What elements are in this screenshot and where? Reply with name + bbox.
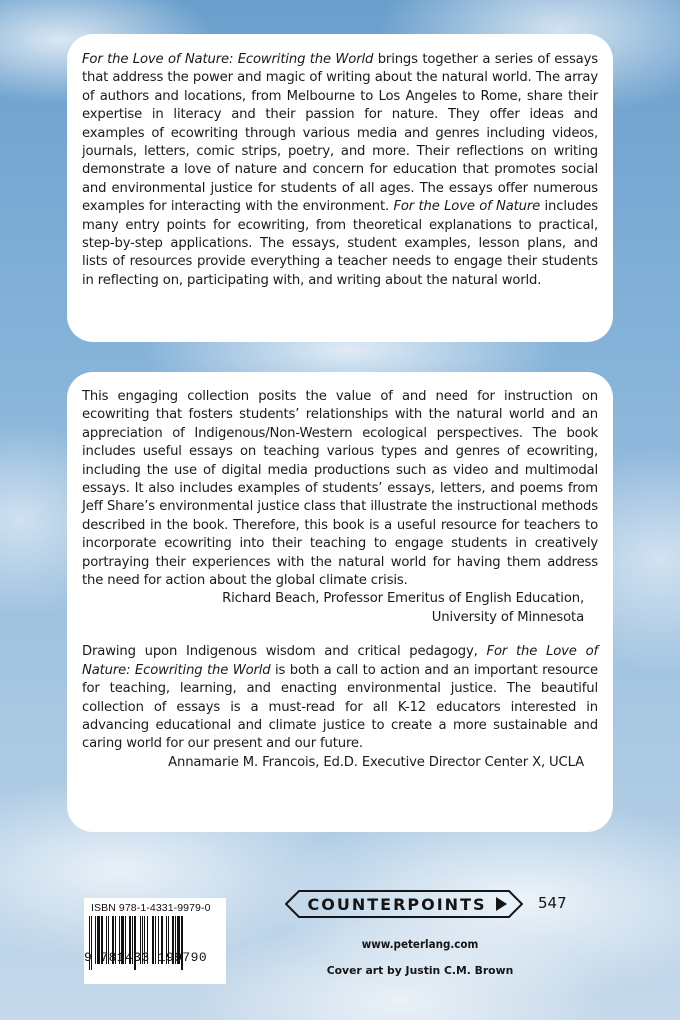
book-short-title: For the Love of Nature [393,199,541,215]
description-part-2: includes many entry points for ecowriting, from theoretical explanations to practical, step-by-step applications. The essays, student examples, lesson plans, and lists of resources provide everything a teacher needs to engage their students in reflecting on, participating with, and writing about the natural world. [82,199,598,288]
endorsement-francois-part-2: is both a call to action and an important resource for teaching, learning, and enacting environmental justice. The beautiful collection of essays is a must-read for all K-12 educators interested in advancing educational and climate justice to create a more sustainable and caring world for our present and our future. [82,662,598,752]
isbn-label: ISBN 978-1-4331-9979-0 [91,902,211,914]
endorsement-francois-part-1: Drawing upon Indigenous wisdom and critical pedagogy, [82,644,487,660]
description-panel [67,34,613,342]
publisher-url: www.peterlang.com [361,937,479,951]
endorsements-panel [67,372,613,832]
counterpoints-logo [285,889,523,919]
description-text [82,51,598,290]
book-title: For the Love of Nature: Ecowriting the World [82,52,374,67]
isbn-barcode [84,898,226,984]
endorsement-beach: This engaging collection posits the value of and need for instruction on ecowriting that fosters students’ relationships with the natural world and an appreciation of Indigenous/Non-Western ecological perspectives. The book includes useful essays on teaching various types and genres of ecowriting, including the use of digital media productions such as video and multimodal essays. It also includes examples of students’ essays, letters, and poems from Jeff Share’s environmental justice class that illustrate the instructional methods described in the book. Therefore, this book is a useful resource for teachers to incorporate ecowriting into their teaching to engage students in creatively portraying their experiences with the natural world for having them address the need for action about the global climate crisis. [82,389,598,589]
attribution-beach-line2: University of Minnesota [431,609,584,625]
endorsement-francois [82,643,598,753]
barcode-digits: 9 781433 199790 [84,950,208,965]
description-part-1: brings together a series of essays that address the power and magic of writing about the natural world. The array of authors and locations, from Melbourne to Los Angeles to Rome, share their expertise in literacy and their passion for nature. They offer ideas and examples of ecowriting through various media and genres including videos, journals, letters, comic strips, poetry, and more. Their reflections on writing demonstrate a love of nature and concern for education that promotes social and environmental justice for students of all ages. The essays offer numerous examples for interacting with the environment. [82,52,598,215]
attribution-beach-line1: Richard Beach, Professor Emeritus of English Education, [222,591,584,607]
logo-text: COUNTERPOINTS [307,895,487,914]
endorsement-book-title: For the Love of Nature: Ecowriting the World [82,644,598,678]
series-number: 547 [538,894,567,912]
cover-art-credit: Cover art by Justin C.M. Brown [326,964,514,977]
attribution-francois: Annamarie M. Francois, Ed.D. Executive Director Center X, UCLA [168,754,584,770]
